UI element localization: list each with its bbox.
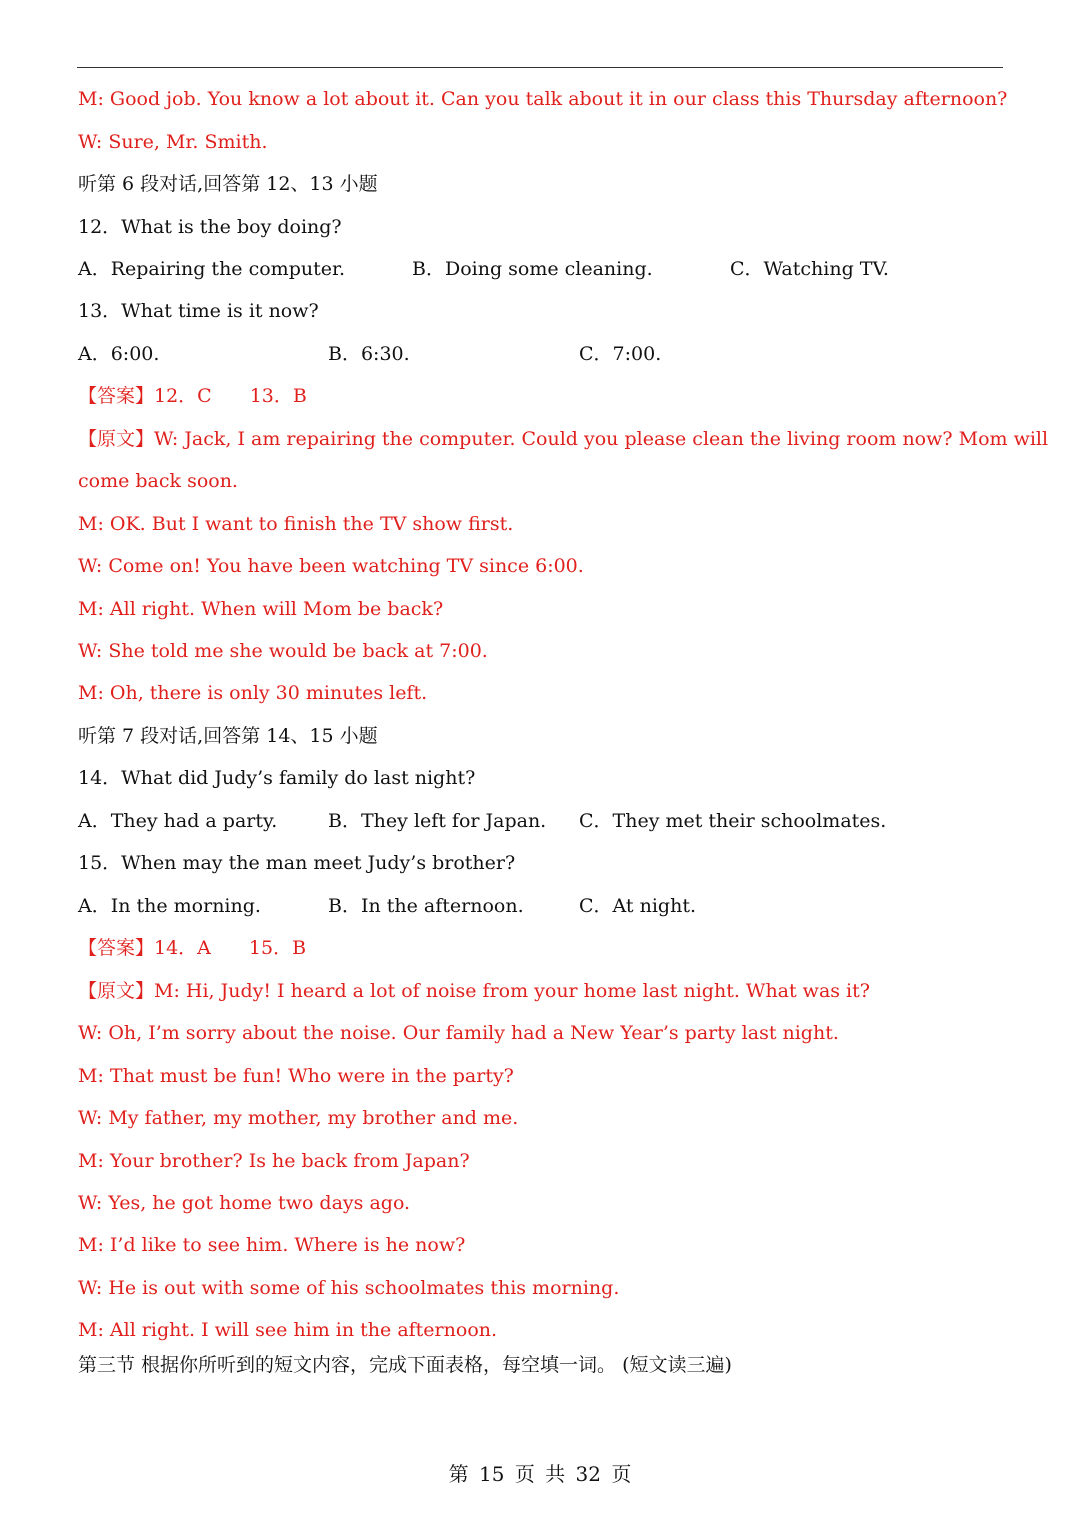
- dialogue-line: W: My father, my mother, my brother and me.: [78, 1107, 519, 1129]
- transcript-line: come back soon.: [78, 470, 238, 492]
- q13-option-a: A．6:00.: [78, 343, 160, 365]
- page-footer: 第 15 页 共 32 页: [448, 1462, 632, 1486]
- q14-option-b: B．They left for Japan.: [328, 810, 547, 832]
- dialogue-line: W: He is out with some of his schoolmates this morning.: [78, 1277, 620, 1299]
- question-15: 15．When may the man meet Judy’s brother?: [78, 852, 516, 874]
- dialogue-line: M: All right. I will see him in the afternoon.: [78, 1319, 498, 1341]
- q13-option-b: B．6:30.: [328, 343, 410, 365]
- q13-option-c: C．7:00.: [579, 343, 662, 365]
- dialogue-line: M: Oh, there is only 30 minutes left.: [78, 682, 428, 704]
- dialogue-line: M: All right. When will Mom be back?: [78, 598, 444, 620]
- dialogue-line: W: She told me she would be back at 7:00.: [78, 640, 488, 662]
- q12-option-c: C．Watching TV.: [730, 258, 889, 280]
- q15-option-a: A．In the morning.: [78, 895, 261, 917]
- dialogue-line: W: Oh, I’m sorry about the noise. Our family had a New Year’s party last night.: [78, 1022, 839, 1044]
- q15-option-b: B．In the afternoon.: [328, 895, 524, 917]
- dialogue-line: M: OK. But I want to finish the TV show first.: [78, 513, 514, 535]
- q14-option-c: C．They met their schoolmates.: [579, 810, 887, 832]
- question-14: 14．What did Judy’s family do last night?: [78, 767, 476, 789]
- dialogue-line: M: I’d like to see him. Where is he now?: [78, 1234, 466, 1256]
- q14-option-a: A．They had a party.: [78, 810, 278, 832]
- answer-key: 【答案】12．C 13．B: [78, 385, 307, 407]
- dialogue-line: M: That must be fun! Who were in the party?: [78, 1065, 514, 1087]
- question-12: 12．What is the boy doing?: [78, 216, 342, 238]
- transcript-line: 【原文】W: Jack, I am repairing the computer. Could you please clean the living room now? Mom will: [78, 428, 1049, 450]
- section-heading: 听第 6 段对话,回答第 12、13 小题: [78, 173, 378, 195]
- q12-option-b: B．Doing some cleaning.: [412, 258, 653, 280]
- question-13: 13．What time is it now?: [78, 300, 319, 322]
- section-heading: 听第 7 段对话,回答第 14、15 小题: [78, 725, 378, 747]
- q12-option-a: A．Repairing the computer.: [78, 258, 346, 280]
- dialogue-line: W: Sure, Mr. Smith.: [78, 131, 268, 153]
- answer-key: 【答案】14．A 15．B: [78, 937, 307, 959]
- dialogue-line: M: Your brother? Is he back from Japan?: [78, 1150, 470, 1172]
- dialogue-line: W: Yes, he got home two days ago.: [78, 1192, 411, 1214]
- transcript-line: 【原文】M: Hi, Judy! I heard a lot of noise from your home last night. What was it?: [78, 980, 870, 1002]
- section-instruction: 第三节 根据你所听到的短文内容，完成下面表格，每空填一词。 (短文读三遍): [78, 1354, 732, 1376]
- q15-option-c: C．At night.: [579, 895, 696, 917]
- dialogue-line: W: Come on! You have been watching TV since 6:00.: [78, 555, 584, 577]
- header-rule: [77, 67, 1003, 68]
- dialogue-line: M: Good job. You know a lot about it. Can you talk about it in our class this Thursday afternoon?: [78, 88, 1008, 110]
